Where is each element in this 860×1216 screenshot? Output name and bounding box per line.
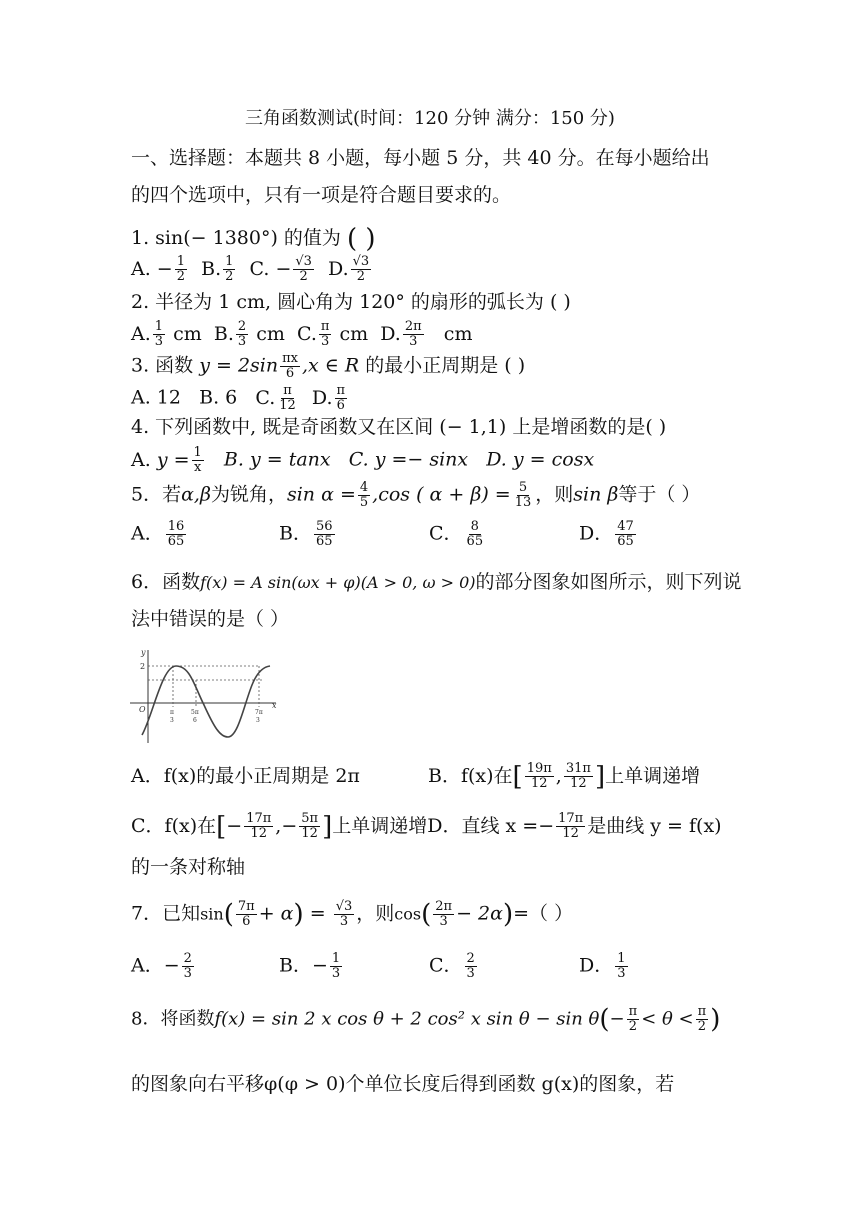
question-5-options xyxy=(131,520,638,549)
tick-2-den: 6 xyxy=(193,717,197,724)
q3-option-d: D. $\frac{\pi}{6}$ xyxy=(311,383,346,413)
y-axis-label: y xyxy=(141,648,146,657)
question-5-stem: 5．若α,β为锐角，sin α = $\frac{4}{5}$ ,cos ( α + β) = $\frac{5}{13}$ ，则sin β等于（ ） xyxy=(131,480,701,510)
question-3-options xyxy=(131,384,349,413)
q6-option-c: C．f(x)在[− $\frac{17\pi}{12}$ ,− $\frac{5\pi}{12}$ ]上单调递增 xyxy=(131,811,428,842)
question-3-stem: 3. 函数 y = 2sin $\frac{\pi x}{6}$ ,x ∈ R 的最小正周期是 ( ) xyxy=(131,351,526,381)
q6-option-b: B．f(x)在[ $\frac{19\pi}{12}$ , $\frac{31\pi}{12}$ ]上单调递增 xyxy=(428,761,701,792)
q5-option-c: C． $\frac{8}{65}$ xyxy=(429,519,484,549)
q7-option-b: B．− $\frac{1}{3}$ xyxy=(279,951,341,981)
q1-paren: ( ) xyxy=(346,224,376,254)
q4-option-a: A. y = $\frac{1}{x}$ xyxy=(131,445,202,475)
q2-option-a: A. $\frac{1}{3}$ cm xyxy=(131,319,202,349)
q5-option-b: B． $\frac{56}{65}$ xyxy=(279,519,333,549)
section-heading-line2: 的四个选项中，只有一项是符合题目要求的。 xyxy=(131,184,512,206)
q2-option-c: C. $\frac{\pi}{3}$ cm xyxy=(296,319,369,349)
question-6-stem-line2: 法中错误的是（ ） xyxy=(131,608,290,630)
page-title: 三角函数测试(时间：120 分钟 满分：150 分) xyxy=(245,108,615,129)
q7-option-d: D． $\frac{1}{3}$ xyxy=(579,951,626,981)
q5-option-d: D． $\frac{47}{65}$ xyxy=(579,519,634,549)
q4-option-c: C. y =− sinx xyxy=(348,448,469,471)
y-tick-2: 2 xyxy=(140,662,146,671)
sine-curve xyxy=(142,666,270,737)
q1-option-b: B. $\frac{1}{2}$ xyxy=(201,254,234,284)
question-8-stem-line1: 8．将函数f(x) = sin 2 x cos θ + 2 cos² x sin θ − sin θ(− $\frac{\pi}{2}$ < θ < $\frac{\pi}{2}$ ) xyxy=(131,1004,721,1035)
tick-1-num: π xyxy=(170,709,174,716)
question-6-options-cont: 的一条对称轴 xyxy=(131,856,246,878)
tick-1-den: 3 xyxy=(170,717,174,724)
question-6-options-ab xyxy=(131,762,700,791)
question-1-stem xyxy=(131,224,376,254)
question-6-options-cd xyxy=(131,812,722,841)
q4-option-d: D. y = cosx xyxy=(486,448,595,471)
q6-option-d: D．直线 x =− $\frac{17\pi}{12}$ 是曲线 y = f(x) xyxy=(427,811,722,841)
q1-text: 1. sin(− 1380°) 的值为 xyxy=(131,227,341,249)
question-7-options xyxy=(131,952,630,981)
question-4-stem: 4. 下列函数中, 既是奇函数又在区间 (− 1,1) 上是增函数的是( ) xyxy=(131,416,667,438)
q3-option-c: C. $\frac{\pi}{12}$ xyxy=(255,383,296,413)
question-7-stem: 7．已知sin( $\frac{7\pi}{6}$ + α) = $\frac{√3}{3}$ ，则cos( $\frac{2\pi}{3}$ − 2α)=（ ） xyxy=(131,899,574,930)
question-2-stem: 2. 半径为 1 cm, 圆心角为 120° 的扇形的弧长为 ( ) xyxy=(131,291,571,313)
origin-label: O xyxy=(139,705,146,714)
question-4-options xyxy=(131,446,594,475)
question-1-options xyxy=(131,255,373,284)
q3-option-a: A. 12 xyxy=(131,386,181,409)
q7-option-c: C． $\frac{2}{3}$ xyxy=(429,951,475,981)
q5-option-a: A． $\frac{16}{65}$ xyxy=(131,519,185,549)
q1-option-c: C. − $\frac{√3}{2}$ xyxy=(249,254,312,284)
q1-option-a: A. − $\frac{1}{2}$ xyxy=(131,254,186,284)
question-2-options xyxy=(131,320,472,349)
question-8-stem-line2: 的图象向右平移φ(φ > 0)个单位长度后得到函数 g(x)的图象，若 xyxy=(131,1073,675,1095)
q4-option-b: B. y = tanx xyxy=(223,448,331,471)
sine-graph-figure xyxy=(128,645,280,745)
tick-3-den: 3 xyxy=(256,717,260,724)
q2-option-b: B. $\frac{2}{3}$ cm xyxy=(213,319,285,349)
tick-3-num: 7π xyxy=(255,709,263,716)
q1-option-d: D. $\frac{√3}{2}$ xyxy=(328,254,370,284)
x-axis-label: x xyxy=(272,701,277,710)
q2-option-d: D. $\frac{2\pi}{3}$ cm xyxy=(380,319,473,349)
question-6-stem-line1: 6．函数f(x) = A sin(ωx + φ)(A > 0, ω > 0)的部分图象如图所示，则下列说 xyxy=(131,571,742,593)
section-heading-line1: 一、选择题：本题共 8 小题，每小题 5 分，共 40 分。在每小题给出 xyxy=(131,147,710,169)
q6-option-a: A．f(x)的最小正周期是 2π xyxy=(131,764,360,787)
q3-option-b: B. 6 xyxy=(199,386,238,409)
q7-option-a: A．− $\frac{2}{3}$ xyxy=(131,951,192,981)
tick-2-num: 5π xyxy=(191,709,199,716)
